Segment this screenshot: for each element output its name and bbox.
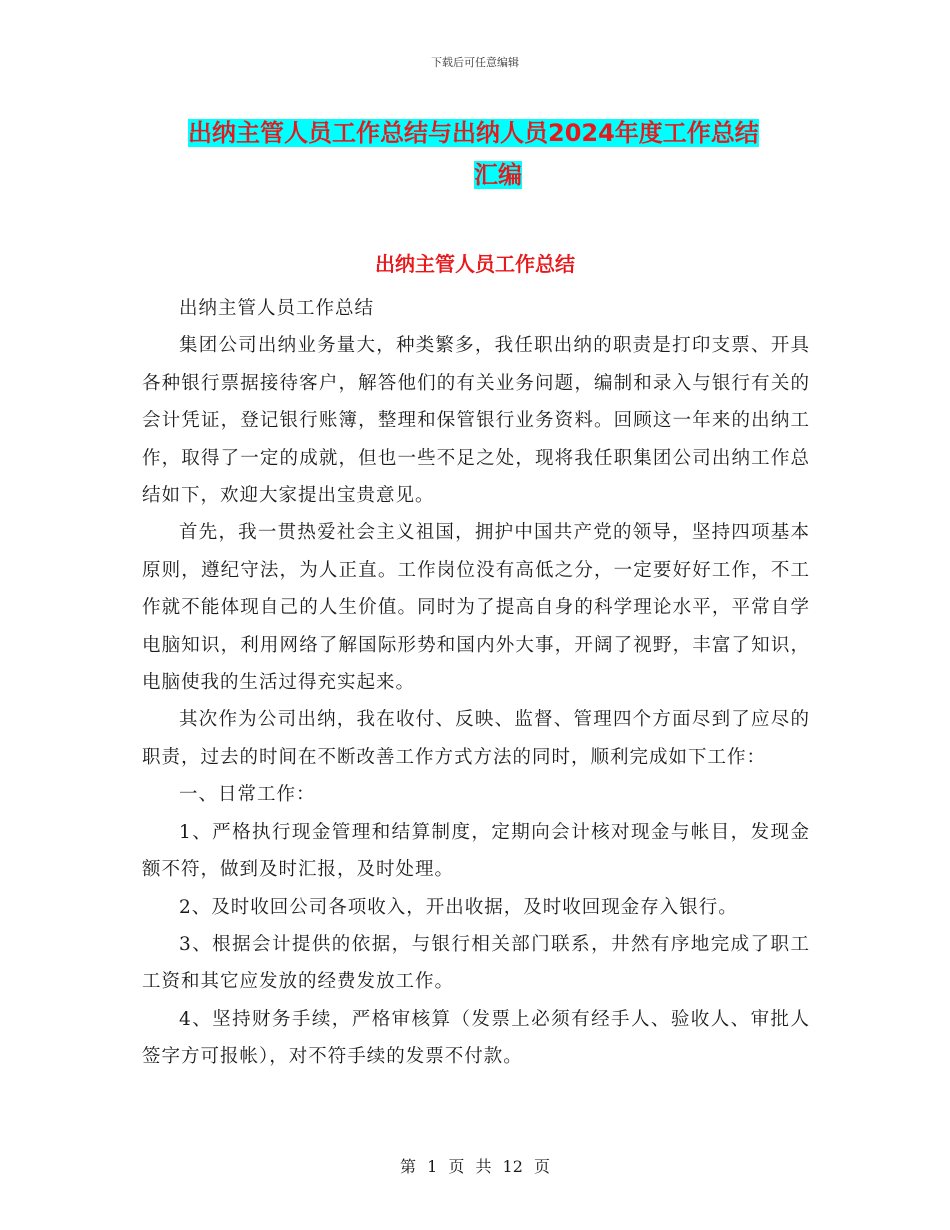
section-title: 出纳主管人员工作总结 — [375, 252, 575, 276]
body-text — [142, 290, 810, 1076]
paragraph: 3、根据会计提供的依据，与银行相关部门联系，井然有序地完成了职工工资和其它应发放的经费发放工作。 — [142, 933, 810, 993]
document-title-line-1: 出纳主管人员工作总结与出纳人员2024年度工作总结 — [188, 119, 759, 147]
paragraph: 出纳主管人员工作总结 — [179, 298, 375, 319]
document-title-line-2: 汇编 — [474, 161, 522, 189]
paragraph: 集团公司出纳业务量大，种类繁多，我任职出纳的职责是打印支票、开具各种银行票据接待客户，解答他们的有关业务问题，编制和录入与银行有关的会计凭证，登记银行账簿，整理和保管银行业务资料。回顾这一年来的出纳工作，取得了一定的成就，但也一些不足之处，现将我任职集团公司出纳工作总结如下，欢迎大家提出宝贵意见。 — [142, 335, 810, 507]
paragraph: 其次作为公司出纳，我在收付、反映、监督、管理四个方面尽到了应尽的职责，过去的时间在不断改善工作方式方法的同时，顺利完成如下工作： — [142, 709, 810, 768]
paragraph: 4、坚持财务手续，严格审核算（发票上必须有经手人、验收人、审批人签字方可报帐），对不符手续的发票不付款。 — [142, 1008, 810, 1068]
paragraph: 2、及时收回公司各项收入，开出收据，及时收回现金存入银行。 — [179, 896, 738, 918]
document-title — [188, 112, 808, 196]
paragraph: 一、日常工作： — [179, 784, 316, 806]
paragraph: 首先，我一贯热爱社会主义祖国，拥护中国共产党的领导，坚持四项基本原则，遵纪守法，为人正直。工作岗位没有高低之分，一定要好好工作，不工作就不能体现自己的人生价值。同时为了提高自身的科学理论水平，平常自学电脑知识，利用网络了解国际形势和国内外大事，开阔了视野，丰富了知识，电脑使我的生活过得充实起来。 — [142, 522, 810, 694]
paragraph: 1、严格执行现金管理和结算制度，定期向会计核对现金与帐目，发现金额不符，做到及时汇报，及时处理。 — [142, 821, 810, 881]
page-footer: 第 1 页 共 12 页 — [400, 1157, 550, 1176]
header-note: 下载后可任意编辑 — [431, 56, 519, 69]
